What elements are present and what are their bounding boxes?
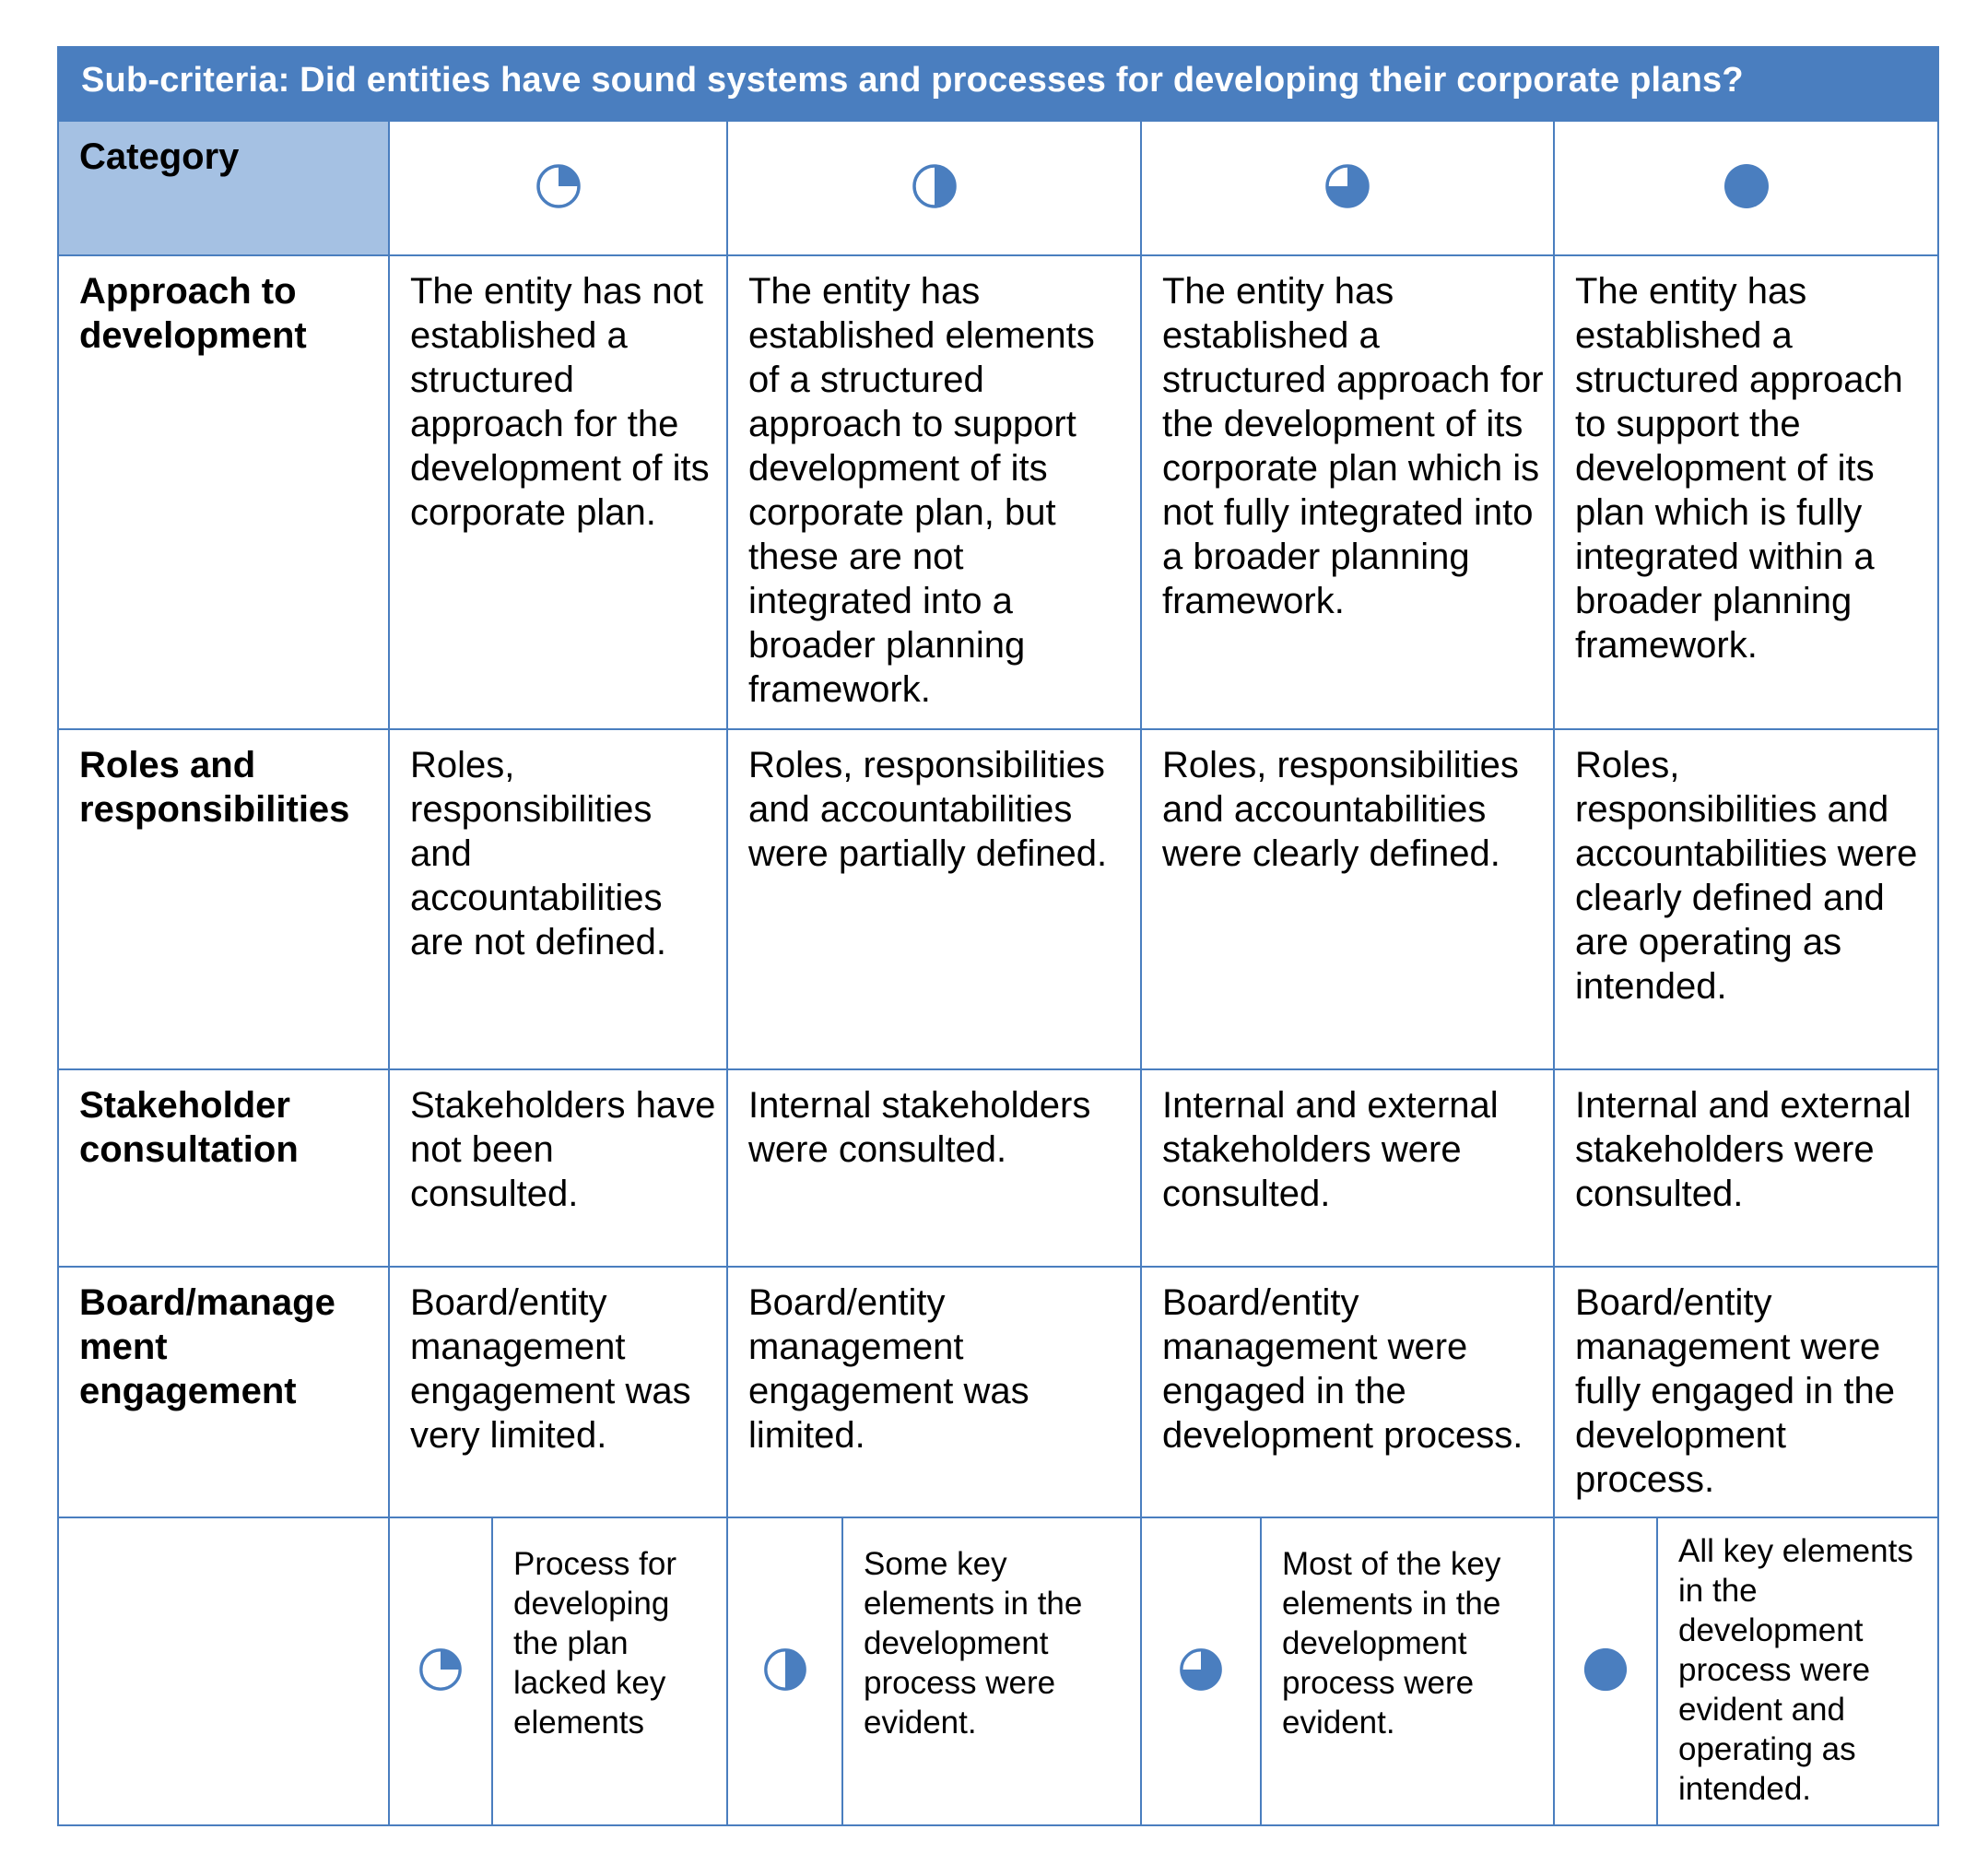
category-header: Category xyxy=(58,121,389,255)
legend-row xyxy=(58,1517,1938,1825)
rating-rubric-table xyxy=(57,46,1939,1826)
legend-icon-cell xyxy=(1554,1517,1657,1825)
title-row xyxy=(58,47,1938,121)
table-row xyxy=(58,729,1938,1069)
full-filled-circle-icon xyxy=(1723,162,1770,210)
rating-cell: Roles, responsibilities and accountabilities were clearly defined and are operating as intended. xyxy=(1554,729,1938,1069)
three-quarter-filled-circle-icon xyxy=(1323,162,1371,210)
rating-cell: Roles, responsibilities and accountabilities were clearly defined. xyxy=(1141,729,1554,1069)
rating-cell: Internal stakeholders were consulted. xyxy=(727,1069,1141,1267)
half-filled-circle-icon xyxy=(762,1646,808,1693)
legend-text: Some key elements in the development process were evident. xyxy=(842,1517,1141,1825)
rating-header-1 xyxy=(389,121,727,255)
rating-cell: The entity has established a structured approach to support the development of its plan which is fully integrated within a broader planning framework. xyxy=(1554,255,1938,729)
legend-icon-cell xyxy=(1141,1517,1261,1825)
table-title: Sub-criteria: Did entities have sound systems and processes for developing their corporate plans? xyxy=(58,47,1938,121)
rating-cell: Stakeholders have not been consulted. xyxy=(389,1069,727,1267)
row-label-approach: Approach to development xyxy=(58,255,389,729)
rating-header-2 xyxy=(727,121,1141,255)
table-row xyxy=(58,255,1938,729)
legend-icon-cell xyxy=(389,1517,492,1825)
full-filled-circle-icon xyxy=(1582,1646,1629,1693)
rating-cell: Roles, responsibilities and accountabilities are not defined. xyxy=(389,729,727,1069)
rating-cell: The entity has not established a structured approach for the development of its corporate plan. xyxy=(389,255,727,729)
table-row xyxy=(58,1069,1938,1267)
rating-cell: Internal and external stakeholders were consulted. xyxy=(1141,1069,1554,1267)
legend-text: Most of the key elements in the development process were evident. xyxy=(1261,1517,1554,1825)
rating-header-3 xyxy=(1141,121,1554,255)
half-filled-circle-icon xyxy=(911,162,959,210)
rating-header-row xyxy=(58,121,1938,255)
row-label-board: Board/manage ment engagement xyxy=(58,1267,389,1517)
quarter-filled-circle-icon xyxy=(535,162,582,210)
legend-icon-cell xyxy=(727,1517,842,1825)
rating-cell: Board/entity management engagement was very limited. xyxy=(389,1267,727,1517)
rating-cell: Board/entity management were engaged in the development process. xyxy=(1141,1267,1554,1517)
rating-cell: Internal and external stakeholders were consulted. xyxy=(1554,1069,1938,1267)
rating-cell: Board/entity management were fully engaged in the development process. xyxy=(1554,1267,1938,1517)
row-label-roles: Roles and responsibilities xyxy=(58,729,389,1069)
legend-text: All key elements in the development process were evident and operating as intended. xyxy=(1657,1517,1938,1825)
rating-header-4 xyxy=(1554,121,1938,255)
quarter-filled-circle-icon xyxy=(418,1646,464,1693)
rating-cell: The entity has established a structured approach for the development of its corporate plan which is not fully integrated into a broader planning framework. xyxy=(1141,255,1554,729)
rating-cell: The entity has established elements of a structured approach to support development of its corporate plan, but these are not integrated into a broader planning framework. xyxy=(727,255,1141,729)
rating-cell: Board/entity management engagement was limited. xyxy=(727,1267,1141,1517)
legend-blank-cell xyxy=(58,1517,389,1825)
table-row xyxy=(58,1267,1938,1517)
legend-text: Process for developing the plan lacked key elements xyxy=(492,1517,727,1825)
row-label-stakeholder: Stakeholder consultation xyxy=(58,1069,389,1267)
three-quarter-filled-circle-icon xyxy=(1178,1646,1224,1693)
rating-cell: Roles, responsibilities and accountabilities were partially defined. xyxy=(727,729,1141,1069)
